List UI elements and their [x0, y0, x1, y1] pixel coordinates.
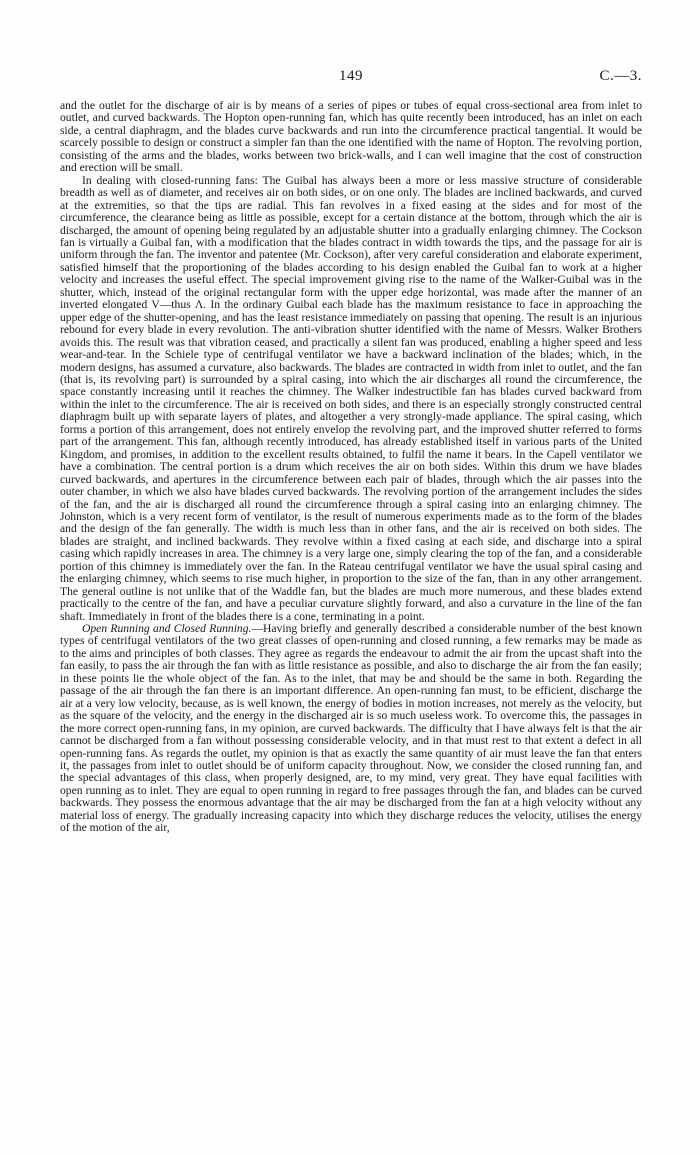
page-number: 149	[339, 68, 363, 84]
section-reference: C.—3.	[599, 68, 642, 84]
body-text	[60, 100, 642, 835]
section-heading: Open Running and Closed Running.	[82, 622, 252, 636]
paragraph-hopton-fan: and the outlet for the discharge of air is by means of a series of pipes or tubes of equal cross-sectional area from inlet to outlet, and curved backwards. The Hopton open-running fan, which has quite recently been introduced, has an inlet on each side, a central diaphragm, and the blades curve backwards and run into the circumference practical tangential. It would be scarcely possible to design or construct a simpler fan than the one identified with the name of Hopton. The revolving portion, consisting of the arms and the blades, works between two brick-walls, and I can well imagine that the cost of construction and erection will be small.	[60, 99, 642, 175]
paragraph-open-and-closed-running	[60, 623, 642, 835]
paragraph-open-and-closed-running-text: —Having briefly and generally described a considerable number of the best known types of centrifugal ventilators of the two great classes of open-running and closed running, a few remarks may be made as to the aims and principles of both classes. They agree as regards the endeavour to admit the air from the upcast shaft into the fan easily, to pass the air through the fan with as little resistance as possible, and also to discharge the air from the fan easily; in these points lie the whole object of the fan. As to the inlet, that may be and should be the same in both. Regarding the passage of the air through the fan there is an important difference. An open-running fan must, to be efficient, discharge the air at a very low velocity, because, as is well known, the energy of bodies in motion increases, not merely as the velocity, but as the square of the velocity, and the energy in the discharged air is so much useless work. To overcome this, the passages in the more correct open-running fans, in my opinion, are curved backwards. The difficulty that I have always felt is that the air cannot be discharged from a fan without possessing considerable velocity, and in that must rest to that extent a defect in all open-running fans. As regards the outlet, my opinion is that as exactly the same quantity of air must leave the fan that enters it, the passages from inlet to outlet should be of uniform capacity throughout. Now, we consider the closed running fan, and the special advantages of this class, when properly designed, are, to my mind, very great. They have equal facilities with open running as to inlet. They are equal to open running in regard to free passages through the fan, and blades can be curved backwards. They possess the enormous advantage that the air may be discharged from the fan at a high velocity without any material loss of energy. The gradually increasing capacity into which they discharge reduces the velocity, utilises the energy of the motion of the air,	[60, 622, 642, 835]
page-header	[60, 68, 642, 88]
paragraph-closed-running-fans: In dealing with closed-running fans: The Guibal has always been a more or less massive structure of considerable breadth as well as of diameter, and receives air on both sides, or on one only. The blades are inclined backwards, and curved at the extremities, so that the tips are radial. This fan revolves in a fixed easing at the sides and for most of the circumference, the clearance being as little as possible, except for a certain distance at the bottom, through which the air is discharged, the amount of opening being regulated by an adjustable shutter into a gradually enlarging chimney. The Cockson fan is virtually a Guibal fan, with a modification that the blades contract in width towards the tips, and the passage for air is uniform through the fan. The inventor and patentee (Mr. Cockson), after very careful consideration and elaborate experiment, satisfied himself that the proportioning of the blades according to his design enabled the Guibal fan to work at a higher velocity and increases the useful effect. The special improvement giving rise to the name of the Walker-Guibal was in the shutter, which, instead of the original rectangular form with the upper edge horizontal, was made after the manner of an inverted elongated V—thus Λ. In the ordinary Guibal each blade has the maximum resistance to face in approaching the upper edge of the shutter-opening, and has the least resistance immediately on passing that opening. The result is an injurious rebound for every blade in every revolution. The anti-vibration shutter identified with the name of Messrs. Walker Brothers avoids this. The result was that vibration ceased, and practically a silent fan was produced, enabling a higher speed and less wear-and-tear. In the Schiele type of centrifugal ventilator we have a backward inclination of the blades; which, in the modern designs, has assumed a curvature, also backwards. The blades are contracted in width from inlet to outlet, and the fan (that is, its revolving part) is surrounded by a spiral casing, into which the air discharges all round the circumference, the space constantly increasing until it reaches the chimney. The Walker indestructible fan has blades curved backward from within the inlet to the circumference. The air is received on both sides, and there is an especially strongly constructed central diaphragm built up with separate layers of plates, and altogether a very strongly-made appliance. The spiral casing, which forms a portion of this arrangement, does not entirely envelop the revolving part, and the improved shutter referred to forms part of the arrangement. This fan, although recently introduced, has already established itself in various parts of the United Kingdom, and promises, in addition to the excellent results obtained, to fulfil the name it bears. In the Capell ventilator we have a combination. The central portion is a drum which receives the air on both sides. Within this drum we have blades curved backwards, and apertures in the circumference between each pair of blades, through which the air passes into the outer chamber, in which we also have blades curved backwards. The revolving portion of the arrangement includes the sides of the fan, and the air is discharged all round the circumference through a spiral casing into an enlarging chimney. The Johnston, which is a very recent form of ventilator, is the result of numerous experiments made as to the form of the blades and the design of the fan generally. The width is much less than in other fans, and the air is received on both sides. The blades are straight, and inclined backwards. They revolve within a fixed casing at each side, and discharge into a spiral casing which rapidly increases in area. The chimney is a very large one, simply clearing the top of the fan, and a considerable portion of this chimney is immediately over the fan. In the Rateau centrifugal ventilator we have the usual spiral casing and the enlarging chimney, which seems to rise much higher, in proportion to the size of the fan, than in any other arrangement. The general outline is not unlike that of the Waddle fan, but the blades are much more numerous, and these blades extend practically to the centre of the fan, and have a peculiar curvature slightly forward, and also a curvature in the line of the fan shaft. Immediately in front of the blades there is a cone, terminating in a point.	[60, 173, 642, 623]
